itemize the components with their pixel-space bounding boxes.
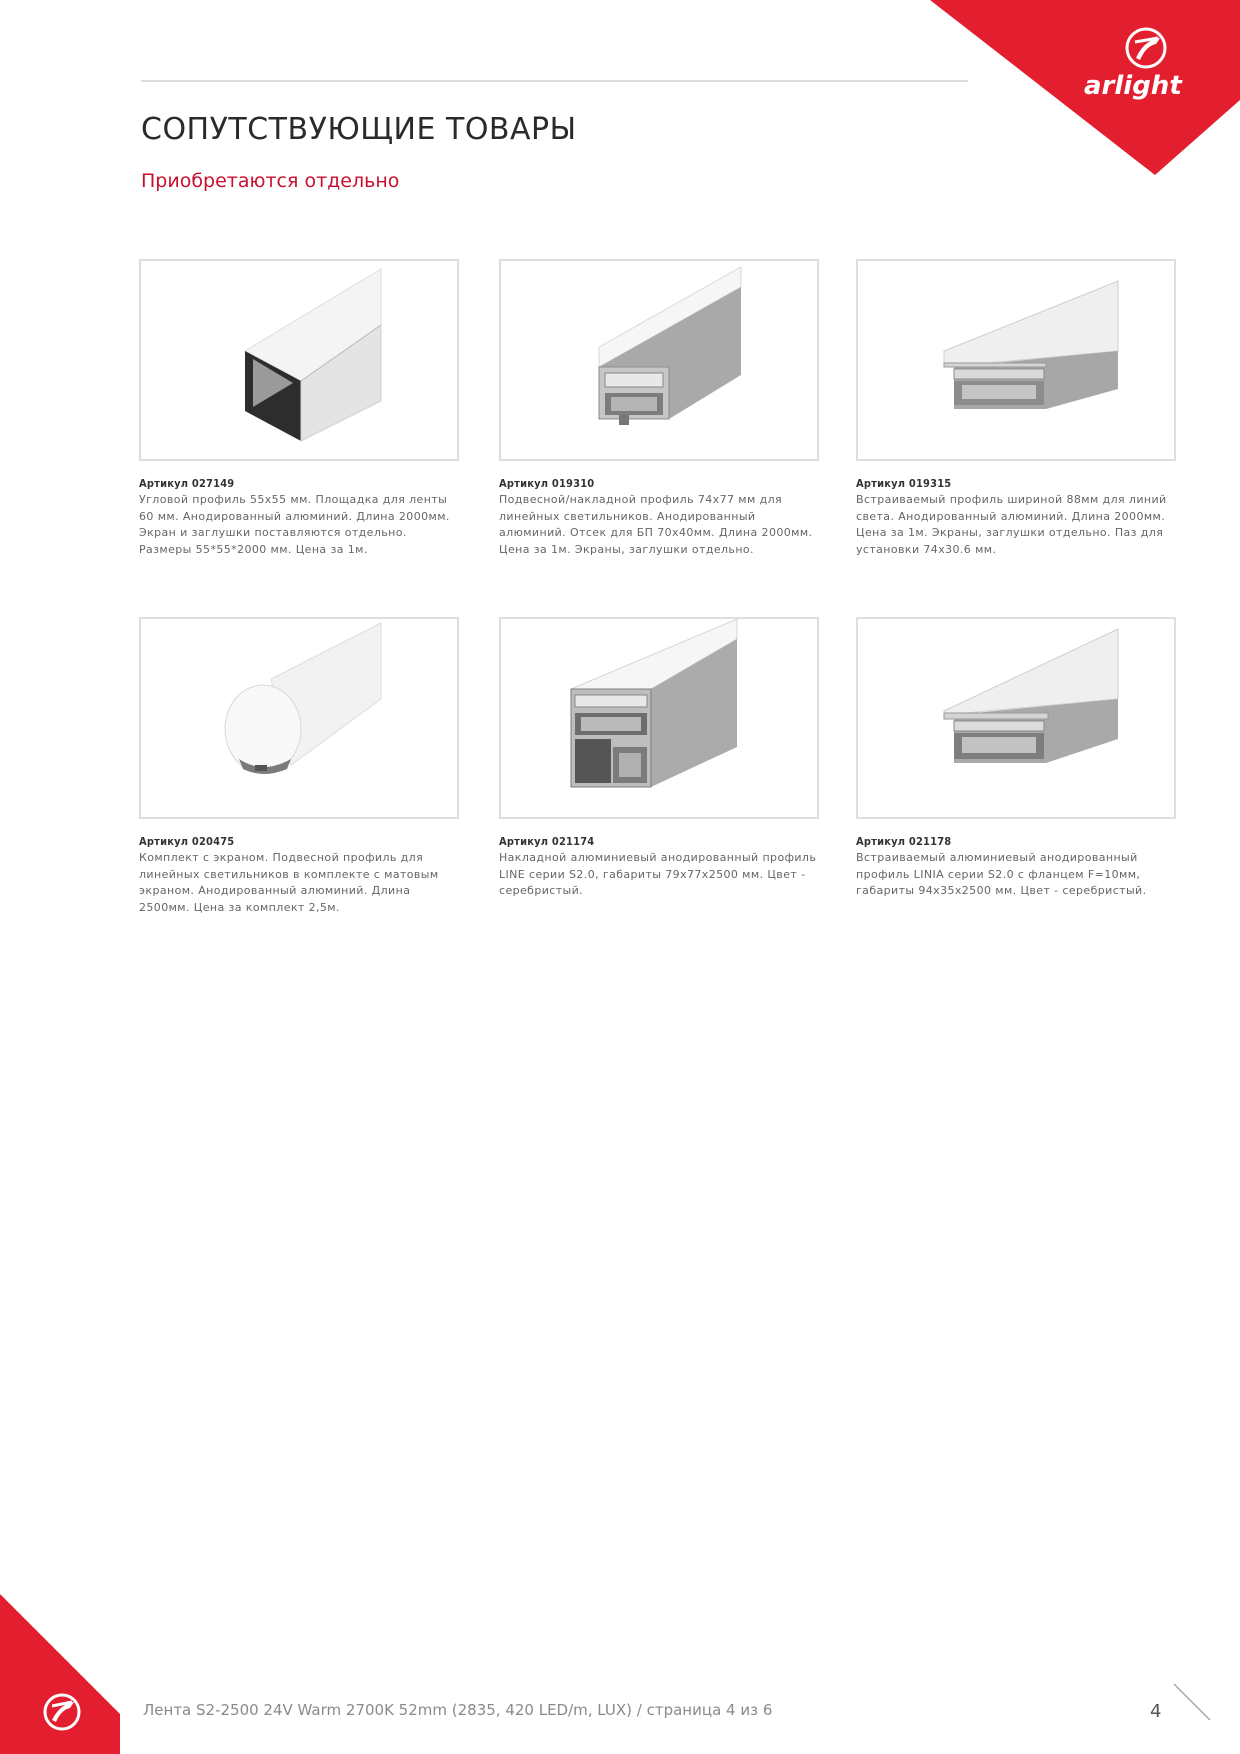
product-image-round-profile[interactable] [139,617,459,819]
page-subtitle: Приобретаются отдельно [141,170,400,192]
product-description: Встраиваемый алюминиевый анодированный профиль LINIA серии S2.0 с фланцем F=10мм, габариты 94x35x2500 мм. Цвет - серебристый. [856,851,1147,897]
footer-document-info: Лента S2-2500 24V Warm 2700K 52mm (2835, 420 LED/m, LUX) / страница 4 из 6 [143,1701,773,1719]
page-title: СОПУТСТВУЮЩИЕ ТОВАРЫ [141,112,577,147]
product-description: Подвесной/накладной профиль 74x77 мм для линейных светильников. Анодированный алюминий. Отсек для БП 70x40мм. Длина 2000мм. Цена за 1м. Экраны, заглушки отдельно. [499,493,813,556]
product-article: Артикул 021178 [856,835,952,848]
product-card[interactable] [856,259,1176,558]
header-divider [141,80,968,82]
product-image-corner-profile[interactable] [139,259,459,461]
product-card[interactable] [139,617,459,916]
product-article: Артикул 019310 [499,477,595,490]
product-description: Встраиваемый профиль шириной 88мм для линий света. Анодированный алюминий. Длина 2000мм. Цена за 1м. Экраны, заглушки отдельно. Паз для установки 74x30.6 мм. [856,493,1167,556]
product-card[interactable] [499,617,819,900]
product-description: Комплект с экраном. Подвесной профиль для линейных светильников в комплекте с матовым экраном. Анодированный алюминий. Длина 2500мм. Цена за комплект 2,5м. [139,851,439,914]
brand-corner-logo [930,0,1240,175]
product-image-recessed-profile[interactable] [856,259,1176,461]
product-image-line-profile[interactable] [499,617,819,819]
arlight-logo-text: arlight [1084,71,1182,101]
product-card[interactable] [856,617,1176,900]
brand-corner-bottom [0,1594,120,1754]
product-image-suspended-profile[interactable] [499,259,819,461]
page-number: 4 [1150,1701,1162,1722]
product-article: Артикул 020475 [139,835,235,848]
product-article: Артикул 019315 [856,477,952,490]
page-corner-slash [1172,1682,1212,1722]
product-article: Артикул 027149 [139,477,235,490]
product-description: Угловой профиль 55x55 мм. Площадка для ленты 60 мм. Анодированный алюминий. Длина 2000мм. Экран и заглушки поставляются отдельно. Размеры 55*55*2000 мм. Цена за 1м. [139,493,450,556]
product-card[interactable] [139,259,459,558]
product-description: Накладной алюминиевый анодированный профиль LINE серии S2.0, габариты 79x77x2500 мм. Цвет - серебристый. [499,851,817,897]
product-card[interactable] [499,259,819,558]
product-article: Артикул 021174 [499,835,595,848]
product-image-linia-profile[interactable] [856,617,1176,819]
